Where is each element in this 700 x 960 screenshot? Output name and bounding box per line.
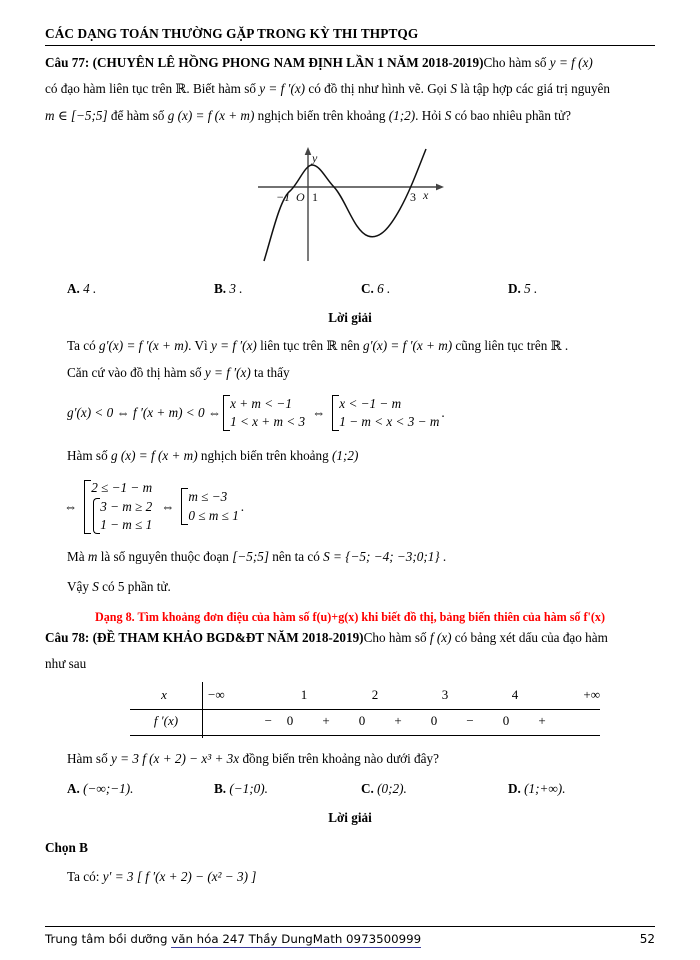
s77-l1-f: . [561, 337, 569, 353]
question-77-line3 [45, 109, 655, 122]
footer-row [45, 932, 655, 946]
eq2-outer-bracket [84, 480, 154, 534]
answer-d-label: D. [508, 280, 521, 296]
sign-value-8: + [538, 713, 546, 729]
solution-77-equation-1 [45, 395, 655, 431]
s77-l1-e: cũng liên tục trên [452, 337, 551, 353]
question-77-answers [45, 281, 655, 297]
sign-table [130, 682, 600, 738]
eq1-bracket-left [223, 395, 305, 431]
s77-l4-d: . [439, 548, 447, 564]
x-value-neg-infinity: −∞ [208, 687, 225, 703]
eq1-case-2: 1 < x + m < 3 [230, 414, 306, 430]
eq2-period: . [240, 498, 245, 514]
eq1-cases-right [339, 395, 439, 431]
answer-a-value: 4 . [83, 280, 97, 296]
q77-l2-setS: S [450, 81, 457, 97]
sign-value-7: 0 [502, 713, 510, 729]
footer-prefix: Trung tâm bồi dưỡng [45, 932, 172, 946]
s77-l1-d: nên [337, 337, 363, 353]
eq1-period: . [441, 405, 445, 421]
s78-l1-math: y′ = 3 [ f ′(x + 2) − (x² − 3) ] [102, 868, 257, 884]
sign-value-3: 0 [358, 713, 366, 729]
solution-77-line1 [45, 339, 655, 353]
sign-table-row-fprime [130, 708, 600, 734]
s77-l4-a: Mà [67, 548, 88, 564]
eq1-lhs: g′(x) < 0 ⇔ f ′(x + m) < 0 ⇔ [67, 405, 222, 421]
x-axis-arrow [436, 183, 444, 190]
q78-stem-a: Cho hàm số [363, 630, 430, 646]
q78-answer-option-c[interactable] [361, 781, 508, 797]
s77-l3-a: Hàm số [67, 448, 111, 464]
question-78-line2: như sau [45, 656, 87, 672]
eq2-top-condition: 2 ≤ −1 − m [91, 480, 153, 496]
answer-option-a[interactable] [67, 281, 214, 297]
q78-prompt-b: đồng biến trên khoảng nào dưới đây? [239, 751, 439, 767]
tick-label-3: 3 [410, 189, 416, 204]
q77-l3-m: m ∈ [−5;5] [45, 108, 108, 124]
x-value-2: 2 [371, 687, 379, 703]
footer-page-number: 52 [639, 932, 655, 946]
s77-l1-m3: g′(x) = f ′(x + m) [363, 337, 453, 353]
eq2-equiv-icon-2: ⇔ [161, 498, 175, 514]
cubic-curve [264, 149, 426, 261]
s77-l2-b: ta thấy [250, 364, 290, 380]
solution-77-line2 [45, 366, 655, 379]
s77-l1-m2: y = f ′(x) [210, 337, 257, 353]
s77-l3-b: nghịch biến trên khoảng [197, 448, 333, 464]
answer-a-label: A. [67, 280, 80, 296]
s77-l1-r1: ℝ [326, 338, 338, 354]
question-77-title [45, 56, 655, 69]
s77-l1-r2: ℝ [550, 338, 562, 354]
section-heading-dang-8: Dạng 8. Tìm khoảng đơn điệu của hàm số f(u)+g(x) khi biết đồ thị, bảng biến thiên của hàm số f'(x) [95, 610, 605, 625]
eq2-inner-rows [100, 498, 152, 534]
running-header: CÁC DẠNG TOÁN THƯỜNG GẶP TRONG KỲ THI THPTQG [45, 26, 419, 41]
sign-table-sign-values [212, 713, 600, 729]
solution-78-line1 [45, 870, 655, 883]
question-77-stem-part1: Cho hàm số [483, 55, 550, 70]
sign-value-2: + [322, 713, 330, 729]
q77-l2-math: y = f ′(x) [259, 81, 306, 97]
page-footer [45, 926, 655, 946]
q77-l2-b: . Biết hàm số [186, 81, 260, 97]
eq2-result-bracket [181, 488, 238, 524]
eq1-case-3: x < −1 − m [339, 396, 402, 412]
s77-l1-b: . Vì [188, 337, 211, 353]
answer-c-label: C. [361, 280, 374, 296]
origin-label: O [296, 189, 305, 204]
q78-answer-c-value: (0;2). [377, 780, 407, 796]
footer-contact-link[interactable]: văn hóa 247 Thầy DungMath 0973500999 [171, 932, 422, 946]
sign-value-4: + [394, 713, 402, 729]
s77-l2-a: Căn cứ vào đồ thị hàm số [67, 364, 205, 380]
s77-l4-b: là số nguyên thuộc đoạn [97, 548, 233, 564]
s77-l1-m1: g′(x) = f ′(x + m) [99, 337, 189, 353]
s77-l3-math: g (x) = f (x + m) [110, 448, 198, 464]
eq2-inner-wrap [91, 498, 154, 534]
eq2-result-rows [188, 488, 238, 524]
eq1-case-1: x + m < −1 [230, 396, 292, 412]
q78-answer-a-label: A. [67, 780, 80, 796]
eq1-cases-left [230, 395, 305, 431]
solution-77-line4 [45, 550, 655, 563]
s77-l1-c: liên tục trên [256, 337, 327, 353]
eq2-sys-1: 3 − m ≥ 2 [100, 498, 153, 514]
q77-l3-interval: (1;2) [388, 108, 416, 124]
answer-b-label: B. [214, 280, 227, 296]
q77-l3-b: nghịch biến trên khoảng [254, 108, 389, 124]
s77-l4-m: m [87, 548, 98, 564]
question-78-number: Câu 78: [45, 630, 90, 646]
x-value-4: 4 [511, 687, 519, 703]
q78-prompt-a: Hàm số [67, 751, 111, 767]
question-77-number: Câu 77: [45, 55, 90, 70]
x-value-pos-infinity: +∞ [583, 687, 600, 703]
tick-label-1: 1 [312, 189, 318, 204]
s77-l5-setS: S [92, 578, 99, 594]
answer-d-value: 5 . [524, 280, 538, 296]
answer-option-b[interactable] [214, 281, 361, 297]
answer-option-c[interactable] [361, 281, 508, 297]
s77-l2-math: y = f ′(x) [204, 364, 251, 380]
solution-heading-78: Lời giải [328, 809, 372, 825]
q77-l3-setS: S [444, 108, 452, 124]
y-axis-label: y [312, 150, 318, 165]
eq1-case-4: 1 − m < x < 3 − m [339, 414, 440, 430]
sign-value-5: 0 [430, 713, 438, 729]
solution-77-equation-2 [45, 480, 655, 534]
x-value-3: 3 [441, 687, 449, 703]
s77-l5-a: Vậy [67, 578, 93, 594]
q78-answer-d-value: (1;+∞). [524, 780, 566, 796]
q77-l3-c: . Hỏi [415, 108, 445, 124]
q78-prompt-math: y = 3 f (x + 2) − x³ + 3x [110, 751, 240, 767]
s77-l1-a: Ta có [67, 337, 100, 353]
sign-value-1: 0 [286, 713, 294, 729]
derivative-graph-figure [45, 135, 655, 267]
eq2-outer-rows [91, 480, 154, 534]
eq2-result-1: m ≤ −3 [188, 489, 228, 505]
sign-table-row-x [130, 682, 600, 708]
eq2-equiv-icon-1: ⇔ [64, 498, 78, 514]
sign-table-label-fprime: f ′(x) [153, 713, 179, 729]
q77-l3-d: có bao nhiêu phần tử? [451, 108, 571, 124]
question-78-source: (ĐỀ THAM KHẢO BGD&ĐT NĂM 2018-2019) [92, 630, 364, 646]
sign-table-x-values [208, 687, 600, 703]
question-77-source: (CHUYÊN LÊ HỒNG PHONG NAM ĐỊNH LẦN 1 NĂM 2018-2019) [92, 55, 484, 70]
s77-l4-c: nên ta có [268, 548, 324, 564]
solution-77-line5 [45, 580, 655, 593]
q78-answer-d-label: D. [508, 780, 521, 796]
answer-b-value: 3 . [229, 280, 243, 296]
question-77-stem-math1: y = f (x) [549, 55, 593, 70]
q78-answer-option-b[interactable] [214, 781, 361, 797]
sign-table-hline-bottom [130, 735, 600, 736]
q78-answer-option-d[interactable] [508, 781, 655, 797]
eq2-inner-brace [93, 498, 152, 534]
q77-l2-a: có đạo hàm liên tục trên [45, 81, 176, 97]
s77-l4-set: S = {−5; −4; −3;0;1} [323, 548, 440, 564]
tick-label-minus1: −1 [276, 189, 291, 204]
q77-l3-a: để hàm số [107, 108, 168, 124]
header-divider [45, 45, 655, 46]
question-78-chosen-answer: Chọn B [45, 839, 88, 855]
sign-table-label-x: x [161, 687, 167, 703]
q77-l2-d: là tập hợp các giá trị nguyên [456, 81, 611, 97]
q78-answer-b-value: (−1;0). [229, 780, 268, 796]
q78-stem-b: có bảng xét dấu của đạo hàm [451, 630, 608, 646]
question-78-answers [45, 781, 655, 797]
y-axis-arrow [305, 147, 312, 155]
x-value-1: 1 [300, 687, 308, 703]
q77-l2-realset: ℝ [175, 82, 187, 98]
solution-77-line3 [45, 449, 655, 462]
eq2-sys-2: 1 − m ≤ 1 [100, 516, 153, 532]
q78-answer-b-label: B. [214, 780, 227, 796]
answer-c-value: 6 . [377, 280, 391, 296]
sign-value-6: − [466, 713, 474, 729]
q77-l2-c: có đồ thị như hình vẽ. Gọi [305, 81, 451, 97]
solution-heading-77: Lời giải [328, 309, 372, 325]
question-78-prompt [45, 752, 655, 765]
eq1-equiv-icon: ⇔ [312, 405, 326, 421]
eq1-bracket-right [332, 395, 439, 431]
question-78-title [45, 631, 655, 644]
footer-divider [45, 926, 655, 927]
footer-text [45, 932, 421, 946]
q78-stem-math: f (x) [429, 630, 452, 646]
answer-option-d[interactable] [508, 281, 655, 297]
q78-answer-option-a[interactable] [67, 781, 214, 797]
sign-value-0: − [264, 713, 272, 729]
s77-l4-segment: [−5;5] [232, 548, 269, 564]
q77-l3-math: g (x) = f (x + m) [167, 108, 255, 124]
s78-l1-a: Ta có: [67, 868, 103, 884]
q78-answer-a-value: (−∞;−1). [83, 780, 134, 796]
question-77-line2 [45, 82, 655, 96]
derivative-graph-svg [250, 135, 450, 265]
q78-answer-c-label: C. [361, 780, 374, 796]
x-axis-label: x [423, 187, 429, 202]
s77-l5-b: có 5 phần tử. [98, 578, 171, 594]
eq2-result-2: 0 ≤ m ≤ 1 [188, 507, 239, 523]
s77-l3-interval: (1;2) [332, 448, 359, 464]
